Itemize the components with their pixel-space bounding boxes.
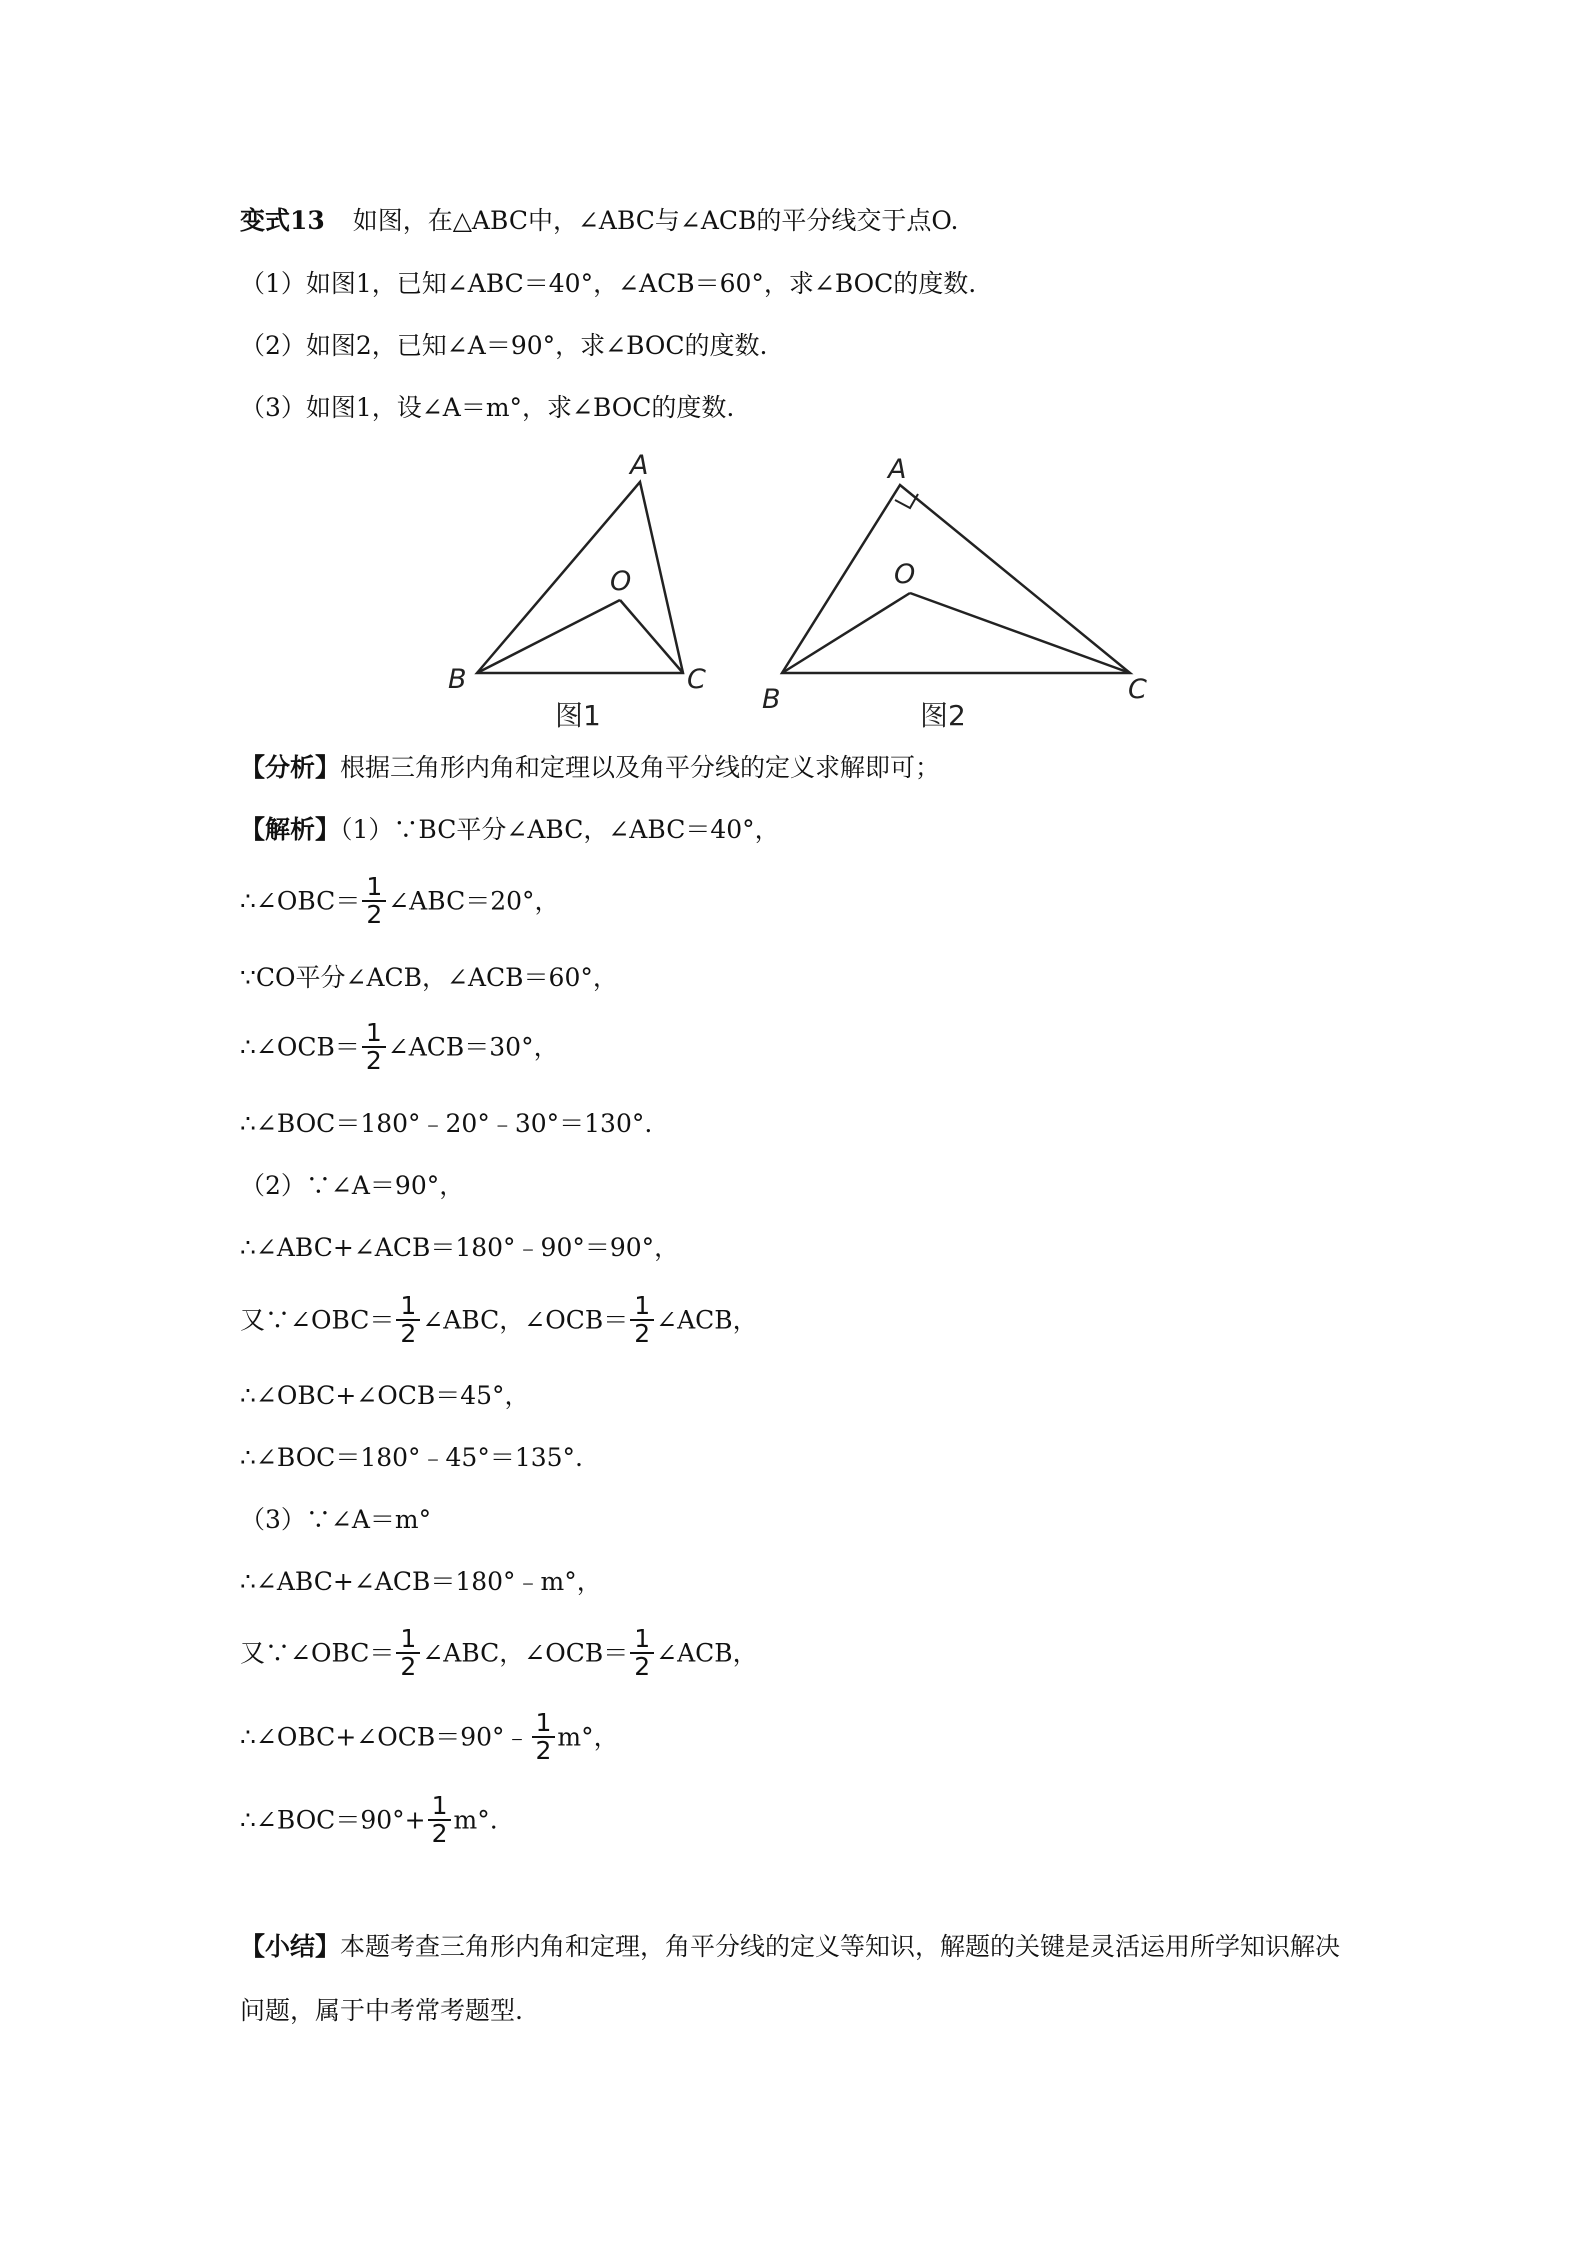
fraction-denominator: 2 (634, 1652, 651, 1681)
fraction-numerator: 1 (532, 1710, 556, 1738)
analysis-text: 根据三角形内角和定理以及角平分线的定义求解即可； (340, 753, 941, 782)
fraction-half (396, 1626, 420, 1680)
solution-line-11: （3）∵∠A＝m° (240, 1505, 432, 1534)
solution-text: ∠ACB， (656, 1305, 758, 1335)
solution-line-7: ∴∠ABC+∠ACB＝180°﹣90°＝90°， (240, 1233, 680, 1262)
solution-text: ∠ABC，∠OCB＝ (422, 1638, 629, 1668)
bisector-bo-2 (782, 593, 910, 673)
fig2-label-c: C (1128, 674, 1147, 705)
question-1: （1）如图1，已知∠ABC＝40°，∠ACB＝60°，求∠BOC的度数. (240, 269, 977, 298)
fraction-numerator: 1 (362, 1020, 386, 1048)
fraction-denominator: 2 (400, 1319, 417, 1348)
solution-text: ∠ACB， (656, 1638, 758, 1668)
solution-text: ∴∠OCB＝ (240, 1032, 360, 1062)
fraction-denominator: 2 (431, 1819, 448, 1848)
solution-line-10: ∴∠BOC＝180°﹣45°＝135°. (240, 1443, 584, 1472)
summary-text: 本题考查三角形内角和定理，角平分线的定义等知识，解题的关键是灵活运用所学知识解决问题，属于中考常考题型. (240, 1932, 1341, 2025)
bisector-bo-1 (477, 600, 620, 673)
fraction-denominator: 2 (634, 1319, 651, 1348)
solution-text: ∠ACB＝30°， (387, 1032, 559, 1062)
solution-text: ∴∠OBC+∠OCB＝90°﹣ (240, 1722, 530, 1752)
fraction-denominator: 2 (535, 1736, 552, 1765)
problem-stem-line (240, 205, 958, 237)
question-3: （3）如图1，设∠A＝m°，求∠BOC的度数. (240, 393, 735, 422)
solution-text: ∴∠BOC＝90°+ (240, 1805, 426, 1835)
solution-line-13 (240, 1624, 758, 1682)
fraction-half (428, 1793, 452, 1847)
fraction-half (630, 1293, 654, 1347)
figures-svg (430, 440, 1170, 740)
solution-tag: 【解析】 (240, 815, 341, 844)
summary-tag: 【小结】 (240, 1932, 341, 1961)
fig2-caption: 图2 (920, 699, 966, 732)
fig1-label-o: O (610, 566, 632, 597)
solution-text: ∴∠OBC＝ (240, 886, 361, 916)
fraction-numerator: 1 (428, 1793, 452, 1821)
fig1-label-a: A (630, 450, 649, 481)
fraction-numerator: 1 (630, 1293, 654, 1321)
solution-line-15 (240, 1791, 498, 1849)
fraction-half (362, 1020, 386, 1074)
solution-text: m°， (557, 1722, 619, 1752)
analysis-tag: 【分析】 (240, 753, 341, 782)
fig1-label-b: B (448, 664, 467, 695)
fraction-half (362, 874, 386, 928)
fig2-label-a: A (888, 454, 907, 485)
triangle-abc-1 (477, 482, 683, 673)
solution-text: ∠ABC，∠OCB＝ (422, 1305, 629, 1335)
fig1-caption: 图1 (555, 699, 601, 732)
question-2: （2）如图2，已知∠A＝90°，求∠BOC的度数. (240, 331, 768, 360)
solution-line-2 (240, 872, 560, 930)
solution-line-5: ∴∠BOC＝180°﹣20°﹣30°＝130°. (240, 1109, 653, 1138)
fig2-label-o: O (894, 559, 916, 590)
solution-text: 又∵∠OBC＝ (240, 1305, 395, 1335)
solution-line-3: ∵CO平分∠ACB，∠ACB＝60°， (240, 963, 618, 992)
fig1-label-c: C (687, 664, 706, 695)
figures (430, 440, 1170, 740)
fraction-half (396, 1293, 420, 1347)
solution-text: m°. (453, 1805, 498, 1835)
solution-text: （1）∵BC平分∠ABC，∠ABC＝40°， (340, 815, 780, 844)
solution-line-9: ∴∠OBC+∠OCB＝45°， (240, 1381, 530, 1410)
solution-line-14 (240, 1708, 619, 1766)
fraction-numerator: 1 (396, 1293, 420, 1321)
fraction-numerator: 1 (362, 874, 386, 902)
triangle-abc-2 (782, 485, 1130, 673)
solution-line-12: ∴∠ABC+∠ACB＝180°﹣m°， (240, 1567, 602, 1596)
solution-line-1 (240, 814, 780, 846)
problem-title: 变式13 (240, 206, 325, 235)
figure-2 (782, 485, 1130, 673)
fraction-half (630, 1626, 654, 1680)
solution-line-4 (240, 1018, 559, 1076)
analysis-line (240, 752, 940, 784)
fraction-numerator: 1 (630, 1626, 654, 1654)
solution-text: ∠ABC＝20°， (388, 886, 560, 916)
summary-paragraph (240, 1915, 1360, 2043)
solution-text: 又∵∠OBC＝ (240, 1638, 395, 1668)
solution-line-6: （2）∵∠A＝90°， (240, 1171, 465, 1200)
fraction-denominator: 2 (400, 1652, 417, 1681)
solution-line-8 (240, 1291, 758, 1349)
fraction-denominator: 2 (366, 900, 383, 929)
fig2-label-b: B (762, 684, 781, 715)
figure-1 (477, 482, 683, 673)
problem-stem: 如图，在△ABC中，∠ABC与∠ACB的平分线交于点O. (352, 206, 959, 235)
bisector-co-2 (910, 593, 1130, 673)
fraction-numerator: 1 (396, 1626, 420, 1654)
fraction-half (532, 1710, 556, 1764)
fraction-denominator: 2 (365, 1046, 382, 1075)
